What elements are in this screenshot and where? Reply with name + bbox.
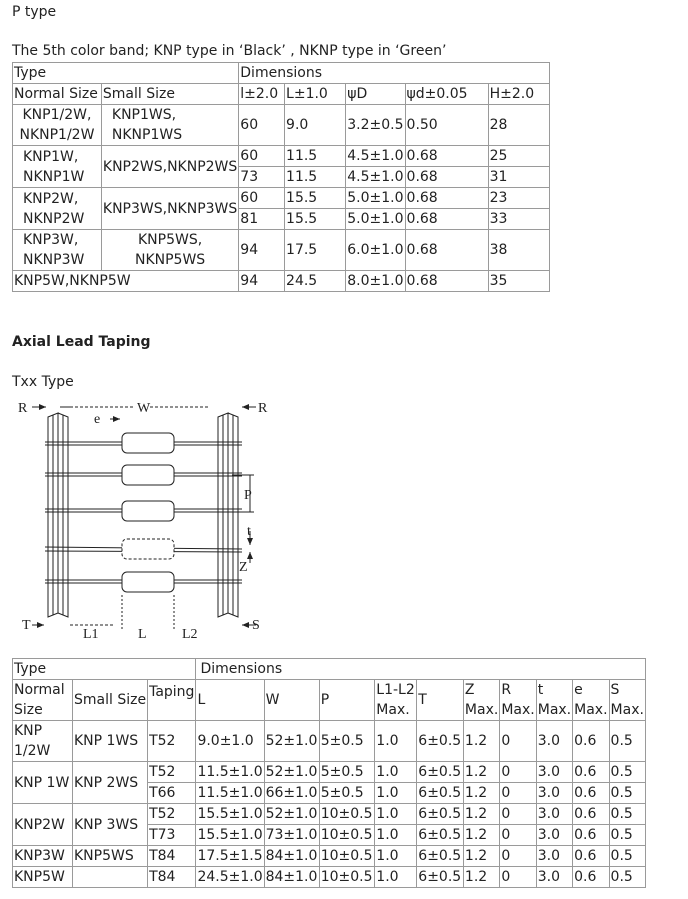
normal-size-cell: KNP3W xyxy=(13,846,73,867)
cell-t: 3.0 xyxy=(536,721,572,762)
cell-L: 9.0 xyxy=(285,105,346,146)
header-dimensions: Dimensions xyxy=(196,659,646,680)
cell-P: 10±0.5 xyxy=(319,804,375,825)
cell-D: 4.5±1.0 xyxy=(346,167,405,188)
cell-H: 25 xyxy=(488,146,549,167)
header-S xyxy=(609,680,645,721)
normal-size-cell xyxy=(13,146,102,188)
table-row xyxy=(13,188,550,209)
cell-text: NKNP1WS xyxy=(111,127,183,143)
cell-S: 0.5 xyxy=(609,825,645,846)
header-normal-size: Normal Size xyxy=(13,84,102,105)
cell-D: 3.2±0.5 xyxy=(346,105,405,146)
cell-L1-L2: 1.0 xyxy=(375,783,417,804)
cell-text: KNP1W, xyxy=(23,148,79,165)
table-row xyxy=(13,146,550,167)
cell-L1-L2: 1.0 xyxy=(375,867,417,888)
label-t: t xyxy=(247,524,251,539)
cell-L: 17.5 xyxy=(285,230,346,271)
small-size-cell: KNP 3WS xyxy=(73,804,148,846)
cell-P: 5±0.5 xyxy=(319,762,375,783)
cell-L: 15.5±1.0 xyxy=(196,825,264,846)
cell-l: 60 xyxy=(239,146,285,167)
normal-size-cell xyxy=(13,188,102,230)
small-size-cell: KNP 2WS xyxy=(73,762,148,804)
cell-L: 11.5±1.0 xyxy=(196,783,264,804)
header-e xyxy=(573,680,609,721)
cell-L: 11.5±1.0 xyxy=(196,762,264,783)
cell-T: 6±0.5 xyxy=(417,804,464,825)
cell-t: 3.0 xyxy=(536,825,572,846)
combined-size-cell: KNP5W,NKNP5W xyxy=(13,271,239,292)
small-size-cell xyxy=(101,230,238,271)
cell-e: 0.6 xyxy=(573,783,609,804)
cell-R: 0 xyxy=(500,867,536,888)
cell-taping: T52 xyxy=(148,721,196,762)
label-R-left: R xyxy=(18,401,28,416)
header-small-size: Small Size xyxy=(101,84,238,105)
cell-L: 15.5 xyxy=(285,209,346,230)
cell-L: 11.5 xyxy=(285,146,346,167)
table-row xyxy=(13,271,550,292)
resistor-2 xyxy=(45,465,242,485)
header-D: ψD xyxy=(346,84,405,105)
cell-text: NKNP1/2W xyxy=(19,127,95,143)
cell-S: 0.5 xyxy=(609,846,645,867)
cell-Z: 1.2 xyxy=(463,825,499,846)
header-Z xyxy=(463,680,499,721)
axial-lead-taping-heading: Axial Lead Taping xyxy=(12,334,151,350)
cell-L: 24.5 xyxy=(285,271,346,292)
cell-t: 3.0 xyxy=(536,783,572,804)
cell-D: 6.0±1.0 xyxy=(346,230,405,271)
label-L1: L1 xyxy=(83,627,99,642)
cell-taping: T52 xyxy=(148,804,196,825)
cell-text: Z xyxy=(464,682,475,698)
cell-H: 31 xyxy=(488,167,549,188)
cell-W: 52±1.0 xyxy=(264,762,319,783)
small-size-cell: KNP5WS xyxy=(73,846,148,867)
resistor-3 xyxy=(45,501,242,521)
label-R-right: R xyxy=(258,401,268,416)
normal-size-cell xyxy=(13,230,102,271)
header-t xyxy=(536,680,572,721)
cell-t: 3.0 xyxy=(536,762,572,783)
cell-text: t xyxy=(537,682,544,698)
cell-text: KNP5WS, xyxy=(137,232,203,248)
header-H: H±2.0 xyxy=(488,84,549,105)
cell-d: 0.68 xyxy=(405,188,488,209)
cell-d: 0.50 xyxy=(405,105,488,146)
table-row xyxy=(13,762,646,783)
cell-text: NKNP3W xyxy=(23,252,85,268)
cell-e: 0.6 xyxy=(573,721,609,762)
cell-d: 0.68 xyxy=(405,209,488,230)
normal-size-cell: KNP2W xyxy=(13,804,73,846)
cell-H: 35 xyxy=(488,271,549,292)
cell-taping: T73 xyxy=(148,825,196,846)
cell-e: 0.6 xyxy=(573,867,609,888)
cell-S: 0.5 xyxy=(609,804,645,825)
cell-text: e xyxy=(574,682,583,698)
label-L: L xyxy=(138,627,147,642)
cell-T: 6±0.5 xyxy=(417,721,464,762)
cell-l: 60 xyxy=(239,188,285,209)
header-P: P xyxy=(319,680,375,721)
cell-e: 0.6 xyxy=(573,825,609,846)
header-small-size: Small Size xyxy=(73,680,148,721)
cell-T: 6±0.5 xyxy=(417,846,464,867)
resistor-1 xyxy=(45,433,242,453)
cell-W: 52±1.0 xyxy=(264,721,319,762)
cell-R: 0 xyxy=(500,721,536,762)
header-d: ψd±0.05 xyxy=(405,84,488,105)
cell-W: 84±1.0 xyxy=(264,867,319,888)
cell-L: 17.5±1.5 xyxy=(196,846,264,867)
cell-T: 6±0.5 xyxy=(417,867,464,888)
small-size-cell xyxy=(73,867,148,888)
cell-text: Max. xyxy=(501,702,535,718)
cell-H: 23 xyxy=(488,188,549,209)
label-Z: Z xyxy=(239,560,248,575)
cell-text: Normal xyxy=(14,682,65,698)
header-R xyxy=(500,680,536,721)
cell-L1-L2: 1.0 xyxy=(375,804,417,825)
resistor-4 xyxy=(45,539,242,559)
normal-size-cell xyxy=(13,105,102,146)
label-L2: L2 xyxy=(182,627,198,642)
cell-T: 6±0.5 xyxy=(417,783,464,804)
cell-D: 8.0±1.0 xyxy=(346,271,405,292)
cell-S: 0.5 xyxy=(609,762,645,783)
cell-T: 6±0.5 xyxy=(417,762,464,783)
small-size-cell xyxy=(101,105,238,146)
cell-taping: T84 xyxy=(148,867,196,888)
cell-D: 4.5±1.0 xyxy=(346,146,405,167)
cell-e: 0.6 xyxy=(573,762,609,783)
cell-taping: T52 xyxy=(148,762,196,783)
cell-d: 0.68 xyxy=(405,271,488,292)
table-row xyxy=(13,804,646,825)
cell-text: Max. xyxy=(537,702,572,718)
cell-L: 24.5±1.0 xyxy=(196,867,264,888)
taping-dimensions-table xyxy=(12,658,646,888)
cell-W: 73±1.0 xyxy=(264,825,319,846)
cell-text: Max. xyxy=(464,702,499,718)
cell-taping: T84 xyxy=(148,846,196,867)
header-normal-size xyxy=(13,680,73,721)
cell-text: KNP1/2W, xyxy=(22,107,92,123)
header-W: W xyxy=(264,680,319,721)
cell-P: 10±0.5 xyxy=(319,825,375,846)
header-T: T xyxy=(417,680,464,721)
cell-text: NKNP1W xyxy=(23,168,85,185)
cell-L: 9.0±1.0 xyxy=(196,721,264,762)
cell-taping: T66 xyxy=(148,783,196,804)
cell-text: KNP xyxy=(14,723,43,739)
cell-text: S xyxy=(610,682,620,698)
cell-R: 0 xyxy=(500,846,536,867)
cell-S: 0.5 xyxy=(609,783,645,804)
cell-R: 0 xyxy=(500,783,536,804)
cell-text: Max. xyxy=(376,702,410,718)
cell-Z: 1.2 xyxy=(463,846,499,867)
cell-S: 0.5 xyxy=(609,867,645,888)
cell-text: KNP2W, xyxy=(23,190,79,207)
cell-e: 0.6 xyxy=(573,804,609,825)
resistor-5 xyxy=(45,572,242,592)
label-W: W xyxy=(137,401,151,416)
cell-P: 10±0.5 xyxy=(319,867,375,888)
cell-t: 3.0 xyxy=(536,804,572,825)
cell-l: 60 xyxy=(239,105,285,146)
label-S: S xyxy=(252,618,260,633)
header-dimensions: Dimensions xyxy=(239,63,550,84)
label-T: T xyxy=(22,618,31,633)
cell-e: 0.6 xyxy=(573,846,609,867)
cell-L1-L2: 1.0 xyxy=(375,762,417,783)
cell-text: Max. xyxy=(610,702,644,718)
table-row xyxy=(13,846,646,867)
cell-l: 73 xyxy=(239,167,285,188)
cell-Z: 1.2 xyxy=(463,762,499,783)
txx-type-label: Txx Type xyxy=(12,374,74,390)
cell-t: 3.0 xyxy=(536,867,572,888)
cell-R: 0 xyxy=(500,825,536,846)
cell-W: 66±1.0 xyxy=(264,783,319,804)
cell-S: 0.5 xyxy=(609,721,645,762)
cell-text: KNP1WS, xyxy=(111,107,177,123)
cell-Z: 1.2 xyxy=(463,867,499,888)
cell-D: 5.0±1.0 xyxy=(346,209,405,230)
cell-l: 81 xyxy=(239,209,285,230)
table-row xyxy=(13,721,646,762)
color-band-note: The 5th color band; KNP type in ‘Black’ , NKNP type in ‘Green’ xyxy=(12,43,447,59)
cell-l: 94 xyxy=(239,230,285,271)
cell-text: 1/2W xyxy=(14,743,51,759)
normal-size-cell: KNP5W xyxy=(13,867,73,888)
cell-H: 33 xyxy=(488,209,549,230)
cell-L: 15.5 xyxy=(285,188,346,209)
header-L1-L2 xyxy=(375,680,417,721)
header-type: Type xyxy=(13,659,196,680)
cell-text: Size xyxy=(14,702,43,718)
axial-taping-diagram xyxy=(10,395,280,645)
small-size-cell: KNP3WS,NKNP3WS xyxy=(101,188,238,230)
cell-H: 38 xyxy=(488,230,549,271)
cell-P: 10±0.5 xyxy=(319,846,375,867)
label-e: e xyxy=(94,412,101,427)
cell-text: NKNP2W xyxy=(23,210,85,227)
p-type-dimensions-table xyxy=(12,62,550,292)
cell-L1-L2: 1.0 xyxy=(375,825,417,846)
cell-t: 3.0 xyxy=(536,846,572,867)
header-l: l±2.0 xyxy=(239,84,285,105)
cell-H: 28 xyxy=(488,105,549,146)
cell-l: 94 xyxy=(239,271,285,292)
normal-size-cell: KNP 1W xyxy=(13,762,73,804)
cell-L1-L2: 1.0 xyxy=(375,846,417,867)
cell-R: 0 xyxy=(500,762,536,783)
cell-text: Max. xyxy=(574,702,608,718)
cell-Z: 1.2 xyxy=(463,783,499,804)
cell-W: 52±1.0 xyxy=(264,804,319,825)
cell-P: 5±0.5 xyxy=(319,783,375,804)
cell-L: 11.5 xyxy=(285,167,346,188)
header-L: L xyxy=(196,680,264,721)
cell-D: 5.0±1.0 xyxy=(346,188,405,209)
cell-text: L1-L2 xyxy=(376,682,415,698)
cell-text: NKNP5WS xyxy=(134,252,206,268)
cell-T: 6±0.5 xyxy=(417,825,464,846)
cell-L: 15.5±1.0 xyxy=(196,804,264,825)
p-type-label: P type xyxy=(12,4,57,20)
cell-text: KNP3W, xyxy=(23,232,79,248)
small-size-cell: KNP2WS,NKNP2WS xyxy=(101,146,238,188)
cell-Z: 1.2 xyxy=(463,721,499,762)
small-size-cell: KNP 1WS xyxy=(73,721,148,762)
header-taping: Taping xyxy=(148,680,196,721)
header-L: L±1.0 xyxy=(285,84,346,105)
cell-R: 0 xyxy=(500,804,536,825)
cell-W: 84±1.0 xyxy=(264,846,319,867)
cell-L1-L2: 1.0 xyxy=(375,721,417,762)
cell-Z: 1.2 xyxy=(463,804,499,825)
cell-d: 0.68 xyxy=(405,146,488,167)
cell-text: R xyxy=(501,682,512,698)
normal-size-cell xyxy=(13,721,73,762)
table-row xyxy=(13,867,646,888)
cell-d: 0.68 xyxy=(405,230,488,271)
cell-d: 0.68 xyxy=(405,167,488,188)
table-row xyxy=(13,230,550,271)
cell-P: 5±0.5 xyxy=(319,721,375,762)
header-type: Type xyxy=(13,63,239,84)
table-row xyxy=(13,105,550,146)
label-P: P xyxy=(244,488,252,503)
